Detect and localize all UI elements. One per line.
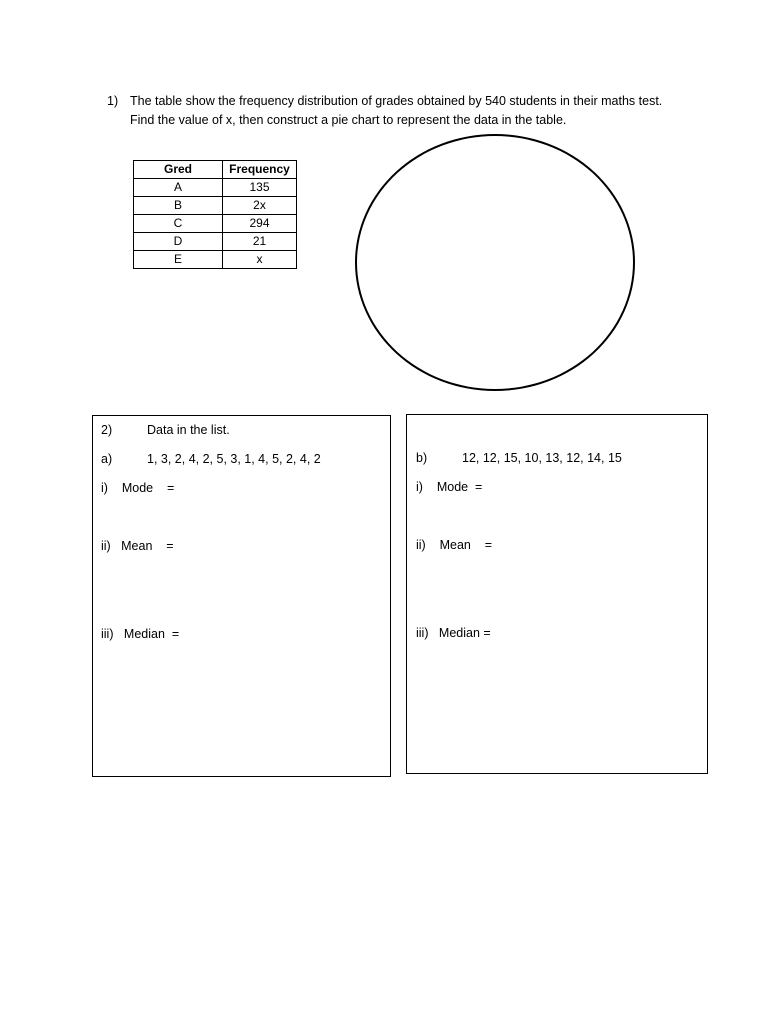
table-cell-frequency: 294 <box>223 215 297 233</box>
table-row <box>134 215 297 233</box>
table-cell-frequency: 135 <box>223 179 297 197</box>
pie-chart-blank-circle <box>355 134 635 391</box>
table-cell-frequency: 21 <box>223 233 297 251</box>
part-a-mean-label: ii) Mean = <box>101 539 174 553</box>
answer-box-part-b <box>406 414 708 774</box>
table-row <box>134 251 297 269</box>
part-a-mode-label: i) Mode = <box>101 481 175 495</box>
header-grade: Gred <box>134 161 223 179</box>
part-b-mode-label: i) Mode = <box>416 480 483 494</box>
question-2-number: 2) <box>101 423 113 437</box>
part-b-data-list: 12, 12, 15, 10, 13, 12, 14, 15 <box>462 451 622 465</box>
answer-box-part-a <box>92 415 391 777</box>
table-row <box>134 197 297 215</box>
question-1-number: 1) <box>107 94 119 108</box>
table-cell-frequency: 2x <box>223 197 297 215</box>
part-b-label: b) <box>416 451 428 465</box>
part-a-label: a) <box>101 452 113 466</box>
table-row <box>134 179 297 197</box>
table-cell-grade: E <box>134 251 223 269</box>
question-2-intro: Data in the list. <box>147 423 230 437</box>
question-1-text-line-1: The table show the frequency distribution of grades obtained by 540 students in their maths test. <box>130 94 663 108</box>
table-cell-grade: D <box>134 233 223 251</box>
question-1-text-line-2: Find the value of x, then construct a pie chart to represent the data in the table. <box>130 113 567 127</box>
table-header-row <box>134 161 297 179</box>
part-b-mean-label: ii) Mean = <box>416 538 493 552</box>
grade-frequency-table <box>133 160 297 269</box>
header-frequency: Frequency <box>223 161 297 179</box>
part-a-median-label: iii) Median = <box>101 627 180 641</box>
table-cell-grade: B <box>134 197 223 215</box>
part-a-data-list: 1, 3, 2, 4, 2, 5, 3, 1, 4, 5, 2, 4, 2 <box>147 452 321 466</box>
table-cell-grade: A <box>134 179 223 197</box>
table-cell-grade: C <box>134 215 223 233</box>
table-row <box>134 233 297 251</box>
part-b-median-label: iii) Median = <box>416 626 491 640</box>
table-cell-frequency: x <box>223 251 297 269</box>
